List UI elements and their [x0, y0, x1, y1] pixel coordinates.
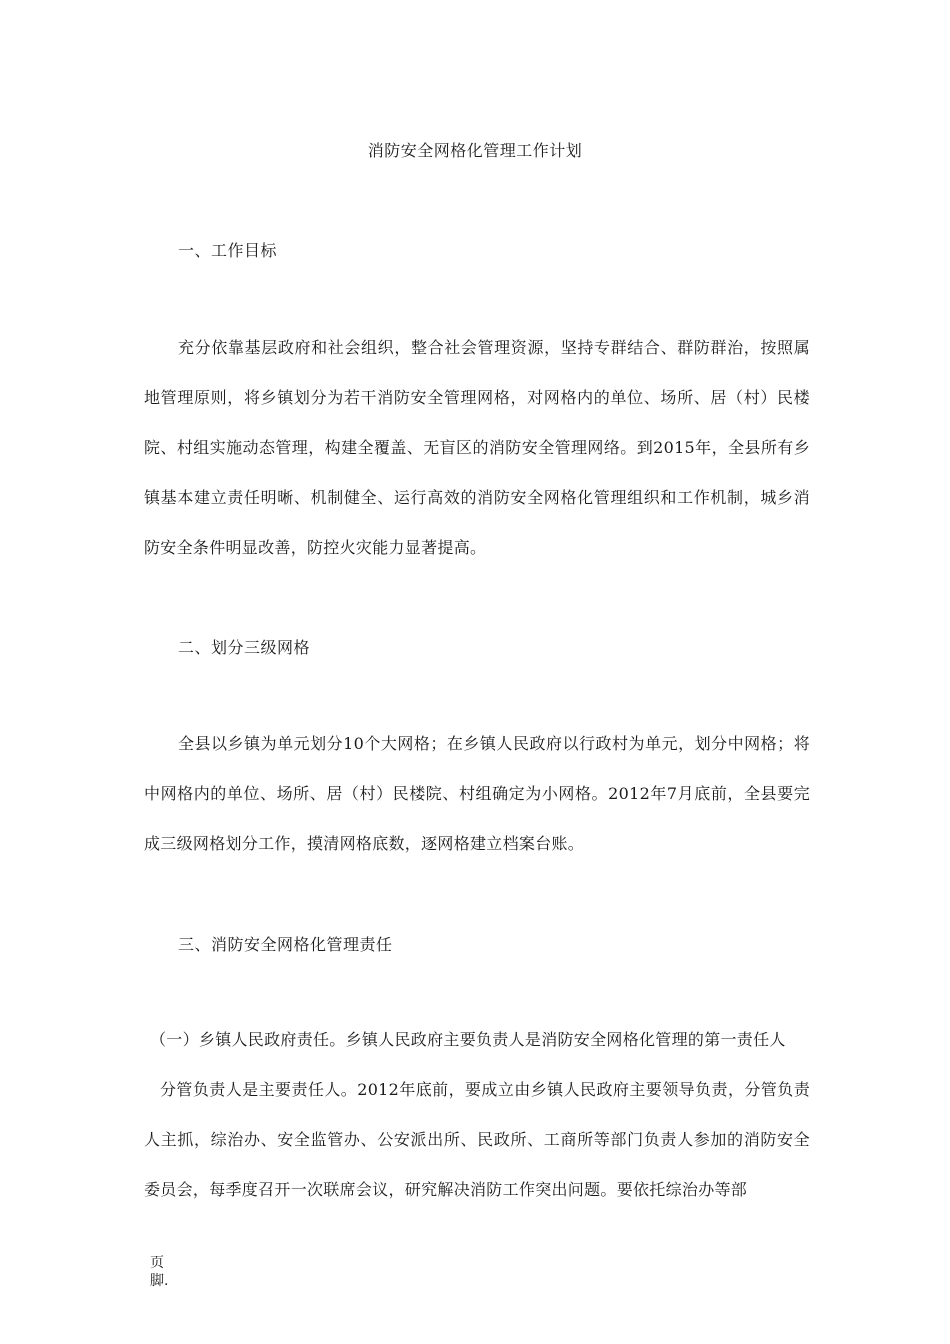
section-paragraph-goals: [144, 323, 810, 573]
section-heading-goals: 一、工作目标: [178, 241, 278, 260]
section-heading-grid-division: 二、划分三级网格: [178, 638, 311, 657]
paragraph-text-rest: 分管负责人是主要责任人。2012年底前，要成立由乡镇人民政府主要领导负责，分管负责人主抓，综治办、安全监管办、公安派出所、民政所、工商所等部门负责人参加的消防安全委员会，每季度召开一次联席会议，研究解决消防工作突出问题。要依托综治办等部: [144, 1080, 810, 1199]
footer-text-line2: 脚.: [150, 1273, 169, 1289]
document-title: 消防安全网格化管理工作计划: [367, 141, 583, 160]
paragraph-text: 全县以乡镇为单元划分10个大网格；在乡镇人民政府以行政村为单元，划分中网格；将中网格内的单位、场所、居（村）民楼院、村组确定为小网格。2012年7月底前，全县要完成三级网格划分工作，摸清网格底数，逐网格建立档案台账。: [144, 734, 810, 853]
page-footer: [150, 1254, 180, 1290]
section-heading-responsibility: 三、消防安全网格化管理责任: [178, 935, 393, 954]
section-paragraph-responsibility: [144, 1015, 810, 1215]
footer-text-line1: 页: [150, 1255, 164, 1271]
paragraph-text: 充分依靠基层政府和社会组织，整合社会管理资源，坚持专群结合、群防群治，按照属地管理原则，将乡镇划分为若干消防安全管理网格，对网格内的单位、场所、居（村）民楼院、村组实施动态管理，构建全覆盖、无盲区的消防安全管理网络。到2015年，全县所有乡镇基本建立责任明晰、机制健全、运行高效的消防安全网格化管理组织和工作机制，城乡消防安全条件明显改善，防控火灾能力显著提高。: [144, 338, 810, 557]
paragraph-text-line1: （一）乡镇人民政府责任。乡镇人民政府主要负责人是消防安全网格化管理的第一责任人: [150, 1030, 786, 1049]
section-paragraph-grid-division: [144, 719, 810, 869]
